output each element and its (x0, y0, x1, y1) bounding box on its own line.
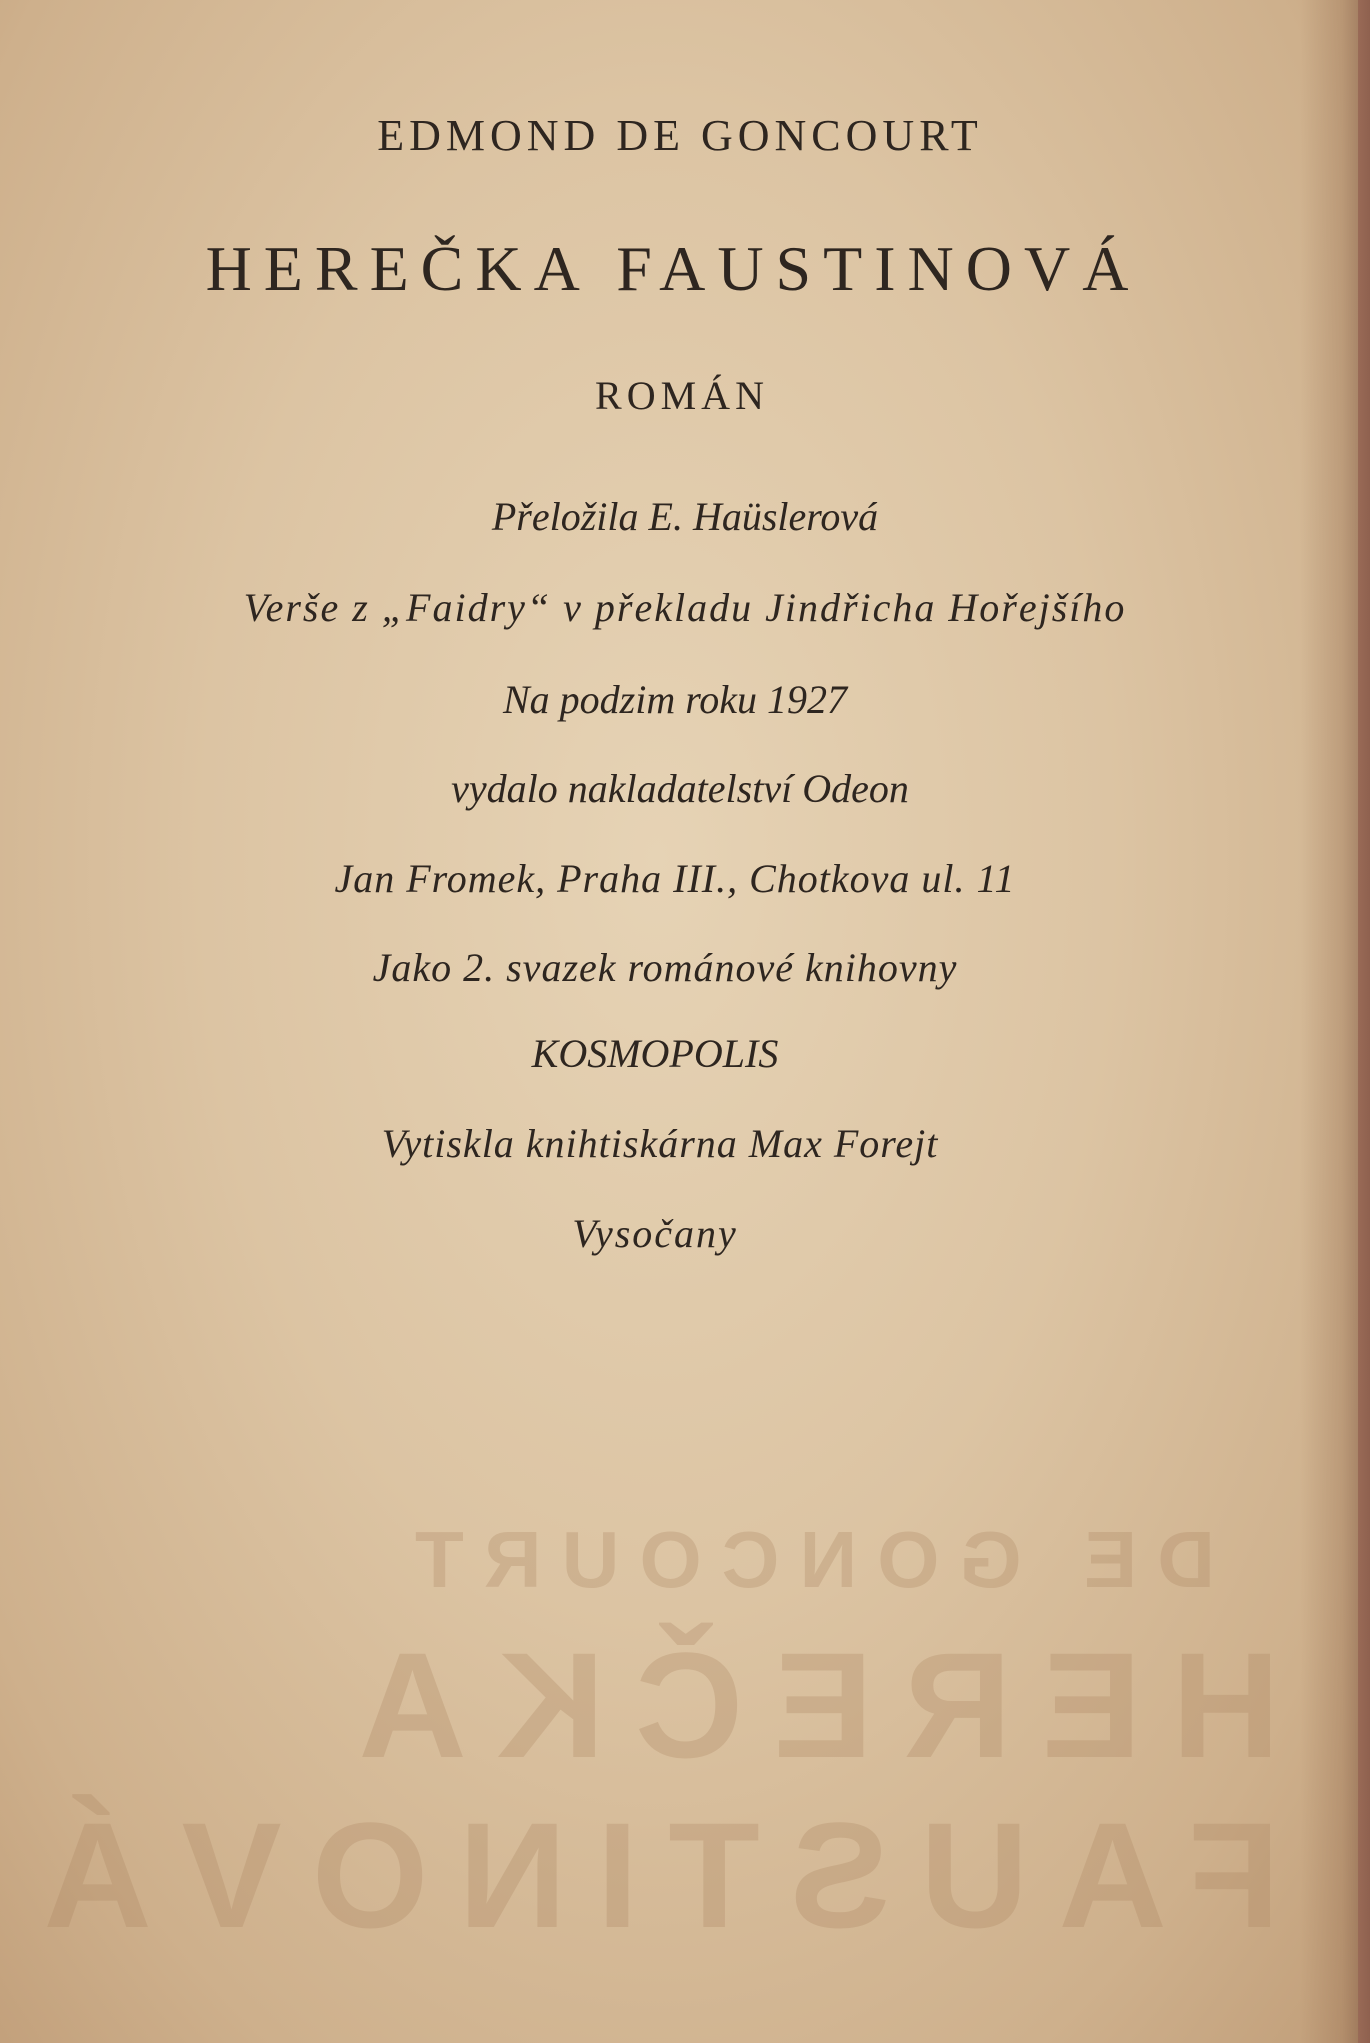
printer-location: Vysočany (572, 1211, 738, 1256)
page-edge (1358, 0, 1370, 2043)
series-volume-line: Jako 2. svazek románové knihovny (372, 945, 958, 990)
translator-line: Přeložila E. Haüslerová (491, 494, 879, 539)
verse-translator-line: Verše z „Faidry“ v překladu Jindřicha Hořejšího (243, 585, 1127, 630)
genre-label: ROMÁN (595, 373, 769, 418)
show-through-author: DE GONCOURT (395, 1515, 1215, 1604)
publisher-line: vydalo nakladatelství Odeon (451, 766, 909, 811)
series-name: KOSMOPOLIS (531, 1031, 779, 1076)
show-through-title-2: FAUSTINOVÁ (13, 1791, 1280, 1959)
reverse-side-show-through (13, 1515, 1280, 1970)
show-through-title-1: HEREČKA (328, 1621, 1280, 1789)
publication-date-line: Na podzim roku 1927 (502, 677, 848, 722)
author-name: EDMOND DE GONCOURT (377, 111, 983, 160)
publisher-address-line: Jan Fromek, Praha III., Chotkova ul. 11 (334, 856, 1016, 901)
printer-line: Vytiskla knihtiskárna Max Forejt (381, 1121, 939, 1166)
book-title: HEREČKA FAUSTINOVÁ (205, 233, 1141, 304)
